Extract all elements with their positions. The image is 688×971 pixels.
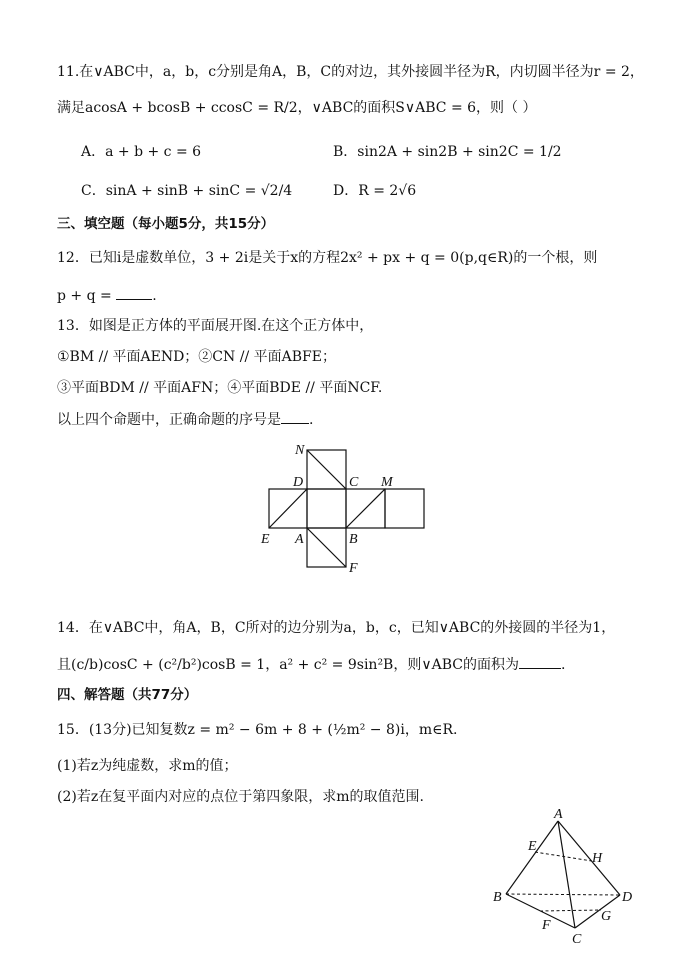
tetra-label-c: C — [572, 932, 582, 947]
edge-ad — [558, 821, 620, 895]
net-diagonal-right — [346, 489, 385, 528]
net-label-a: A — [295, 532, 304, 547]
tetra-label-g: G — [601, 909, 612, 924]
edge-ab — [506, 821, 558, 894]
cube-net-figure — [255, 440, 440, 580]
edge-ac — [558, 821, 575, 928]
q14-line2: 且(c/b)cosC + (c²/b²)cosB = 1，a² + c² = 9sin²B，则∨ABC的面积为 . — [57, 654, 565, 675]
section-fill-in-heading: 三、填空题（每小题5分，共15分） — [57, 216, 275, 232]
q12-answer-blank — [116, 285, 152, 300]
q15-part1: (1)若z为纯虚数，求m的值； — [57, 758, 238, 774]
q12-line2: p + q = . — [57, 285, 157, 306]
q11-option-a: A．a + b + c = 6 — [81, 144, 202, 160]
section-answer-heading: 四、解答题（共77分） — [57, 687, 198, 703]
q14-question-text: 且(c/b)cosC + (c²/b²)cosB = 1，a² + c² = 9sin²B，则∨ABC的面积为 — [57, 657, 519, 673]
q14-answer-blank — [519, 654, 561, 669]
q13-question-text: 以上四个命题中，正确命题的序号是 — [57, 412, 281, 428]
tetra-label-f: F — [542, 918, 551, 933]
q13-line4: 以上四个命题中，正确命题的序号是 . — [57, 409, 313, 430]
tetra-label-a: A — [554, 807, 563, 822]
tetra-label-e: E — [528, 839, 537, 854]
net-label-c: C — [349, 475, 359, 490]
net-label-d: D — [293, 475, 304, 490]
net-diagonal-left — [269, 489, 307, 528]
q13-line1: 13．如图是正方体的平面展开图.在这个正方体中， — [57, 318, 374, 334]
net-label-m: M — [381, 475, 393, 490]
tetra-label-d: D — [622, 890, 633, 905]
q12-answer-prefix: p + q = — [57, 288, 117, 304]
q11-option-b: B．sin2A + sin2B + sin2C = 1/2 — [333, 144, 562, 160]
q15-line1: 15．(13分)已知复数z = m² − 6m + 8 + (½m² − 8)i，m∈R. — [57, 722, 458, 738]
q13-line3: ③平面BDM // 平面AFN；④平面BDE // 平面NCF. — [57, 380, 383, 396]
segment-fg-hidden — [540, 910, 601, 911]
net-diagonal-top — [307, 450, 346, 489]
net-label-b: B — [349, 532, 358, 547]
net-square-center — [307, 489, 346, 528]
net-label-n: N — [295, 443, 305, 458]
tetra-label-b: B — [493, 890, 502, 905]
tetrahedron-figure — [488, 806, 638, 956]
q11-line2: 满足acosA + bcosB + ccosC = R/2，∨ABC的面积S∨ABC = 6，则（ ） — [57, 100, 537, 116]
net-diagonal-bottom — [307, 528, 346, 567]
q13-answer-blank — [281, 409, 309, 424]
edge-cd — [575, 895, 620, 928]
q15-part2: (2)若z在复平面内对应的点位于第四象限，求m的取值范围. — [57, 789, 424, 805]
q11-option-c: C．sinA + sinB + sinC = √2/4 — [81, 183, 293, 199]
q11-line1: 11.在∨ABC中，a，b，c分别是角A，B，C的对边，其外接圆半径为R，内切圆半径为r = 2， — [57, 64, 644, 80]
tetra-label-h: H — [592, 851, 603, 866]
q14-line1: 14．在∨ABC中，角A，B，C所对的边分别为a，b，c，已知∨ABC的外接圆的半径为1， — [57, 620, 616, 636]
q11-option-d: D．R = 2√6 — [333, 183, 417, 199]
q12-line1: 12．已知i是虚数单位，3 + 2i是关于x的方程2x² + px + q = 0(p,q∈R)的一个根，则 — [57, 250, 598, 266]
net-label-e: E — [261, 532, 270, 547]
q13-line2: ①BM // 平面AEND；②CN // 平面ABFE； — [57, 349, 336, 365]
net-label-f: F — [349, 561, 358, 576]
edge-bd-hidden — [506, 894, 620, 895]
net-square-right2 — [385, 489, 424, 528]
